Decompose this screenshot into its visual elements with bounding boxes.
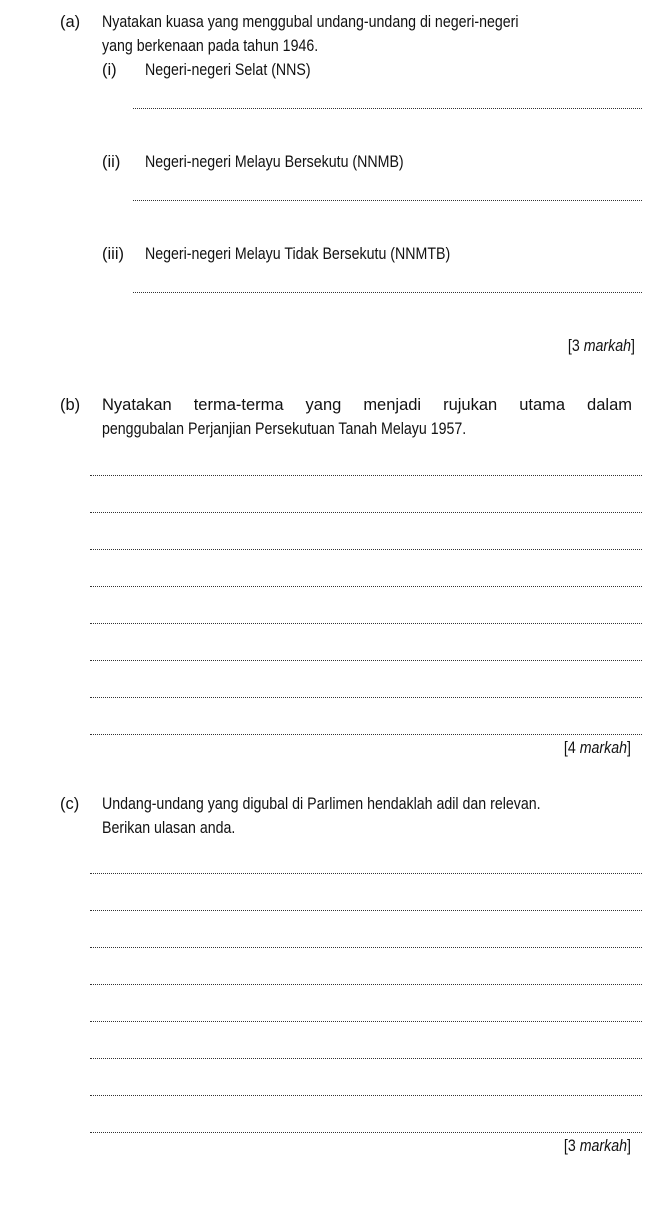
answer-line-c[interactable] <box>90 1058 642 1059</box>
question-c-stem-line1: Undang-undang yang digubal di Parlimen hendaklah adil dan relevan. <box>102 795 541 813</box>
stem-word: menjadi <box>363 396 422 414</box>
question-b-label: (b) <box>60 396 81 414</box>
part-ii-label: (ii) <box>102 153 121 171</box>
marks-b-open: [4 <box>563 739 580 757</box>
answer-line-c[interactable] <box>90 984 642 985</box>
answer-line-b[interactable] <box>90 512 642 513</box>
part-ii-text: Negeri-negeri Melayu Bersekutu (NNMB) <box>145 153 404 171</box>
answer-line-c[interactable] <box>90 1095 642 1096</box>
part-iii-text: Negeri-negeri Melayu Tidak Bersekutu (NNMTB) <box>145 245 451 263</box>
part-i-label: (i) <box>102 61 117 79</box>
stem-word: utama <box>519 396 566 414</box>
answer-line-c[interactable] <box>90 910 642 911</box>
marks-c-close: ] <box>627 1137 631 1155</box>
question-c-stem-line2: Berikan ulasan anda. <box>102 819 236 837</box>
answer-line-c[interactable] <box>90 947 642 948</box>
answer-line-c[interactable] <box>90 873 642 874</box>
answer-line-b[interactable] <box>90 623 642 624</box>
marks-a <box>568 336 635 356</box>
answer-line-c[interactable] <box>90 1021 642 1022</box>
answer-line-c[interactable] <box>90 1132 642 1133</box>
question-b-stem-line1 <box>102 395 632 415</box>
stem-word: terma-terma <box>193 396 284 414</box>
stem-word: yang <box>305 396 342 414</box>
marks-b <box>564 738 631 758</box>
question-c-label: (c) <box>60 795 80 813</box>
marks-b-word: markah <box>579 739 628 757</box>
question-a-stem-line1: Nyatakan kuasa yang menggubal undang-undang di negeri-negeri <box>102 13 519 31</box>
marks-c <box>564 1136 631 1156</box>
answer-line-a-iii[interactable] <box>133 292 642 293</box>
question-a-stem-line2: yang berkenaan pada tahun 1946. <box>102 37 319 55</box>
marks-c-word: markah <box>579 1137 628 1155</box>
answer-line-b[interactable] <box>90 586 642 587</box>
stem-word: rujukan <box>443 396 498 414</box>
marks-a-open: [3 <box>567 337 584 355</box>
stem-word: Nyatakan <box>102 396 172 414</box>
question-b-stem-line2: penggubalan Perjanjian Persekutuan Tanah Melayu 1957. <box>102 420 467 438</box>
answer-line-b[interactable] <box>90 549 642 550</box>
marks-a-word: markah <box>583 337 632 355</box>
marks-c-open: [3 <box>563 1137 580 1155</box>
marks-b-close: ] <box>627 739 631 757</box>
part-i-text: Negeri-negeri Selat (NNS) <box>145 61 311 79</box>
answer-line-b[interactable] <box>90 697 642 698</box>
marks-a-close: ] <box>631 337 635 355</box>
stem-word: dalam <box>587 396 632 414</box>
answer-line-a-ii[interactable] <box>133 200 642 201</box>
question-a-label: (a) <box>60 13 81 31</box>
answer-line-a-i[interactable] <box>133 108 642 109</box>
answer-line-b[interactable] <box>90 660 642 661</box>
answer-line-b[interactable] <box>90 475 642 476</box>
part-iii-label: (iii) <box>102 245 124 263</box>
answer-line-b[interactable] <box>90 734 642 735</box>
